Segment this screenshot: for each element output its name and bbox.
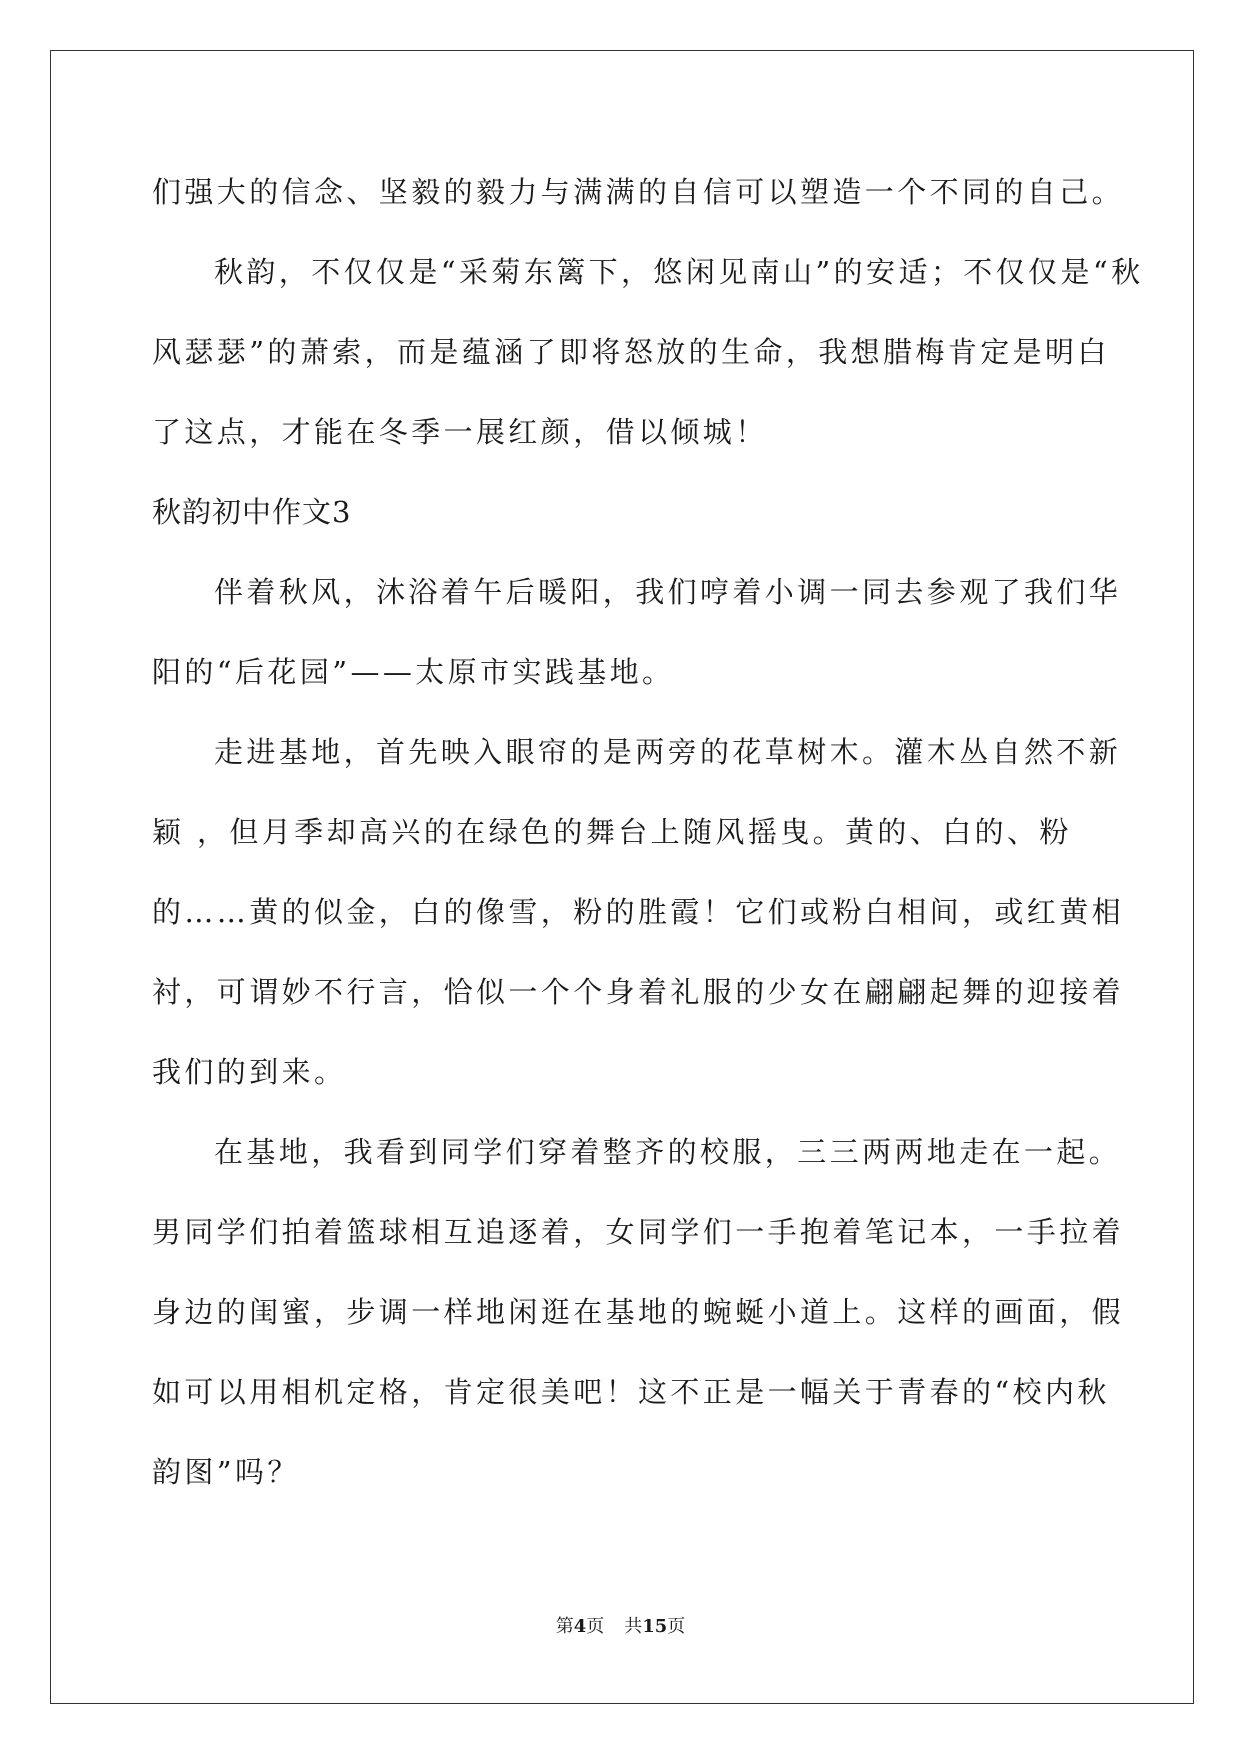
- page-footer: [0, 1612, 1241, 1638]
- text-line: 风瑟瑟”的萧索，而是蕴涵了即将怒放的生命，我想腊梅肯定是明白: [152, 335, 1110, 369]
- page-prefix: 第: [555, 1616, 574, 1637]
- text-line: 走进基地，首先映入眼帘的是两旁的花草树木。灌木丛自然不新: [214, 735, 1122, 769]
- text-line: 阳的“后花园”——太原市实践基地。: [152, 655, 675, 689]
- total-pages-number: 15: [642, 1616, 668, 1637]
- text-line: 如可以用相机定格，肯定很美吧！这不正是一幅关于青春的“校内秋: [152, 1375, 1110, 1409]
- text-line: 在基地，我看到同学们穿着整齐的校服，三三两两地走在一起。: [214, 1135, 1122, 1169]
- section-heading: 秋韵初中作文3: [152, 495, 352, 529]
- text-line: 衬，可谓妙不行言，恰似一个个身着礼服的少女在翩翩起舞的迎接着: [152, 975, 1125, 1009]
- text-line: 身边的闺蜜，步调一样地闲逛在基地的蜿蜒小道上。这样的画面，假: [152, 1295, 1125, 1329]
- total-pages-label: [624, 1616, 685, 1637]
- text-line: 韵图”吗？: [152, 1455, 300, 1489]
- text-line: 颖 ，但月季却高兴的在绿色的舞台上随风摇曳。黄的、白的、粉: [152, 815, 1072, 849]
- page-suffix: 页: [586, 1616, 605, 1637]
- text-line: 的……黄的似金，白的像雪，粉的胜霞！它们或粉白相间，或红黄相: [152, 895, 1125, 929]
- total-prefix: 共: [624, 1616, 643, 1637]
- total-suffix: 页: [667, 1616, 686, 1637]
- text-line: 我们的到来。: [152, 1055, 347, 1089]
- text-line: 男同学们拍着篮球相互追逐着，女同学们一手抱着笔记本，一手拉着: [152, 1215, 1125, 1249]
- current-page-number: 4: [573, 1616, 587, 1637]
- text-line: 秋韵，不仅仅是“采菊东篱下，悠闲见南山”的安适；不仅仅是“秋: [214, 255, 1144, 289]
- text-line: 伴着秋风，沐浴着午后暖阳，我们哼着小调一同去参观了我们华: [214, 575, 1122, 609]
- page-number-label: [556, 1616, 605, 1637]
- text-line: 们强大的信念、坚毅的毅力与满满的自信可以塑造一个不同的自己。: [152, 175, 1125, 209]
- text-line: 了这点，才能在冬季一展红颜，借以倾城！: [152, 415, 768, 449]
- document-body: [152, 152, 1144, 1512]
